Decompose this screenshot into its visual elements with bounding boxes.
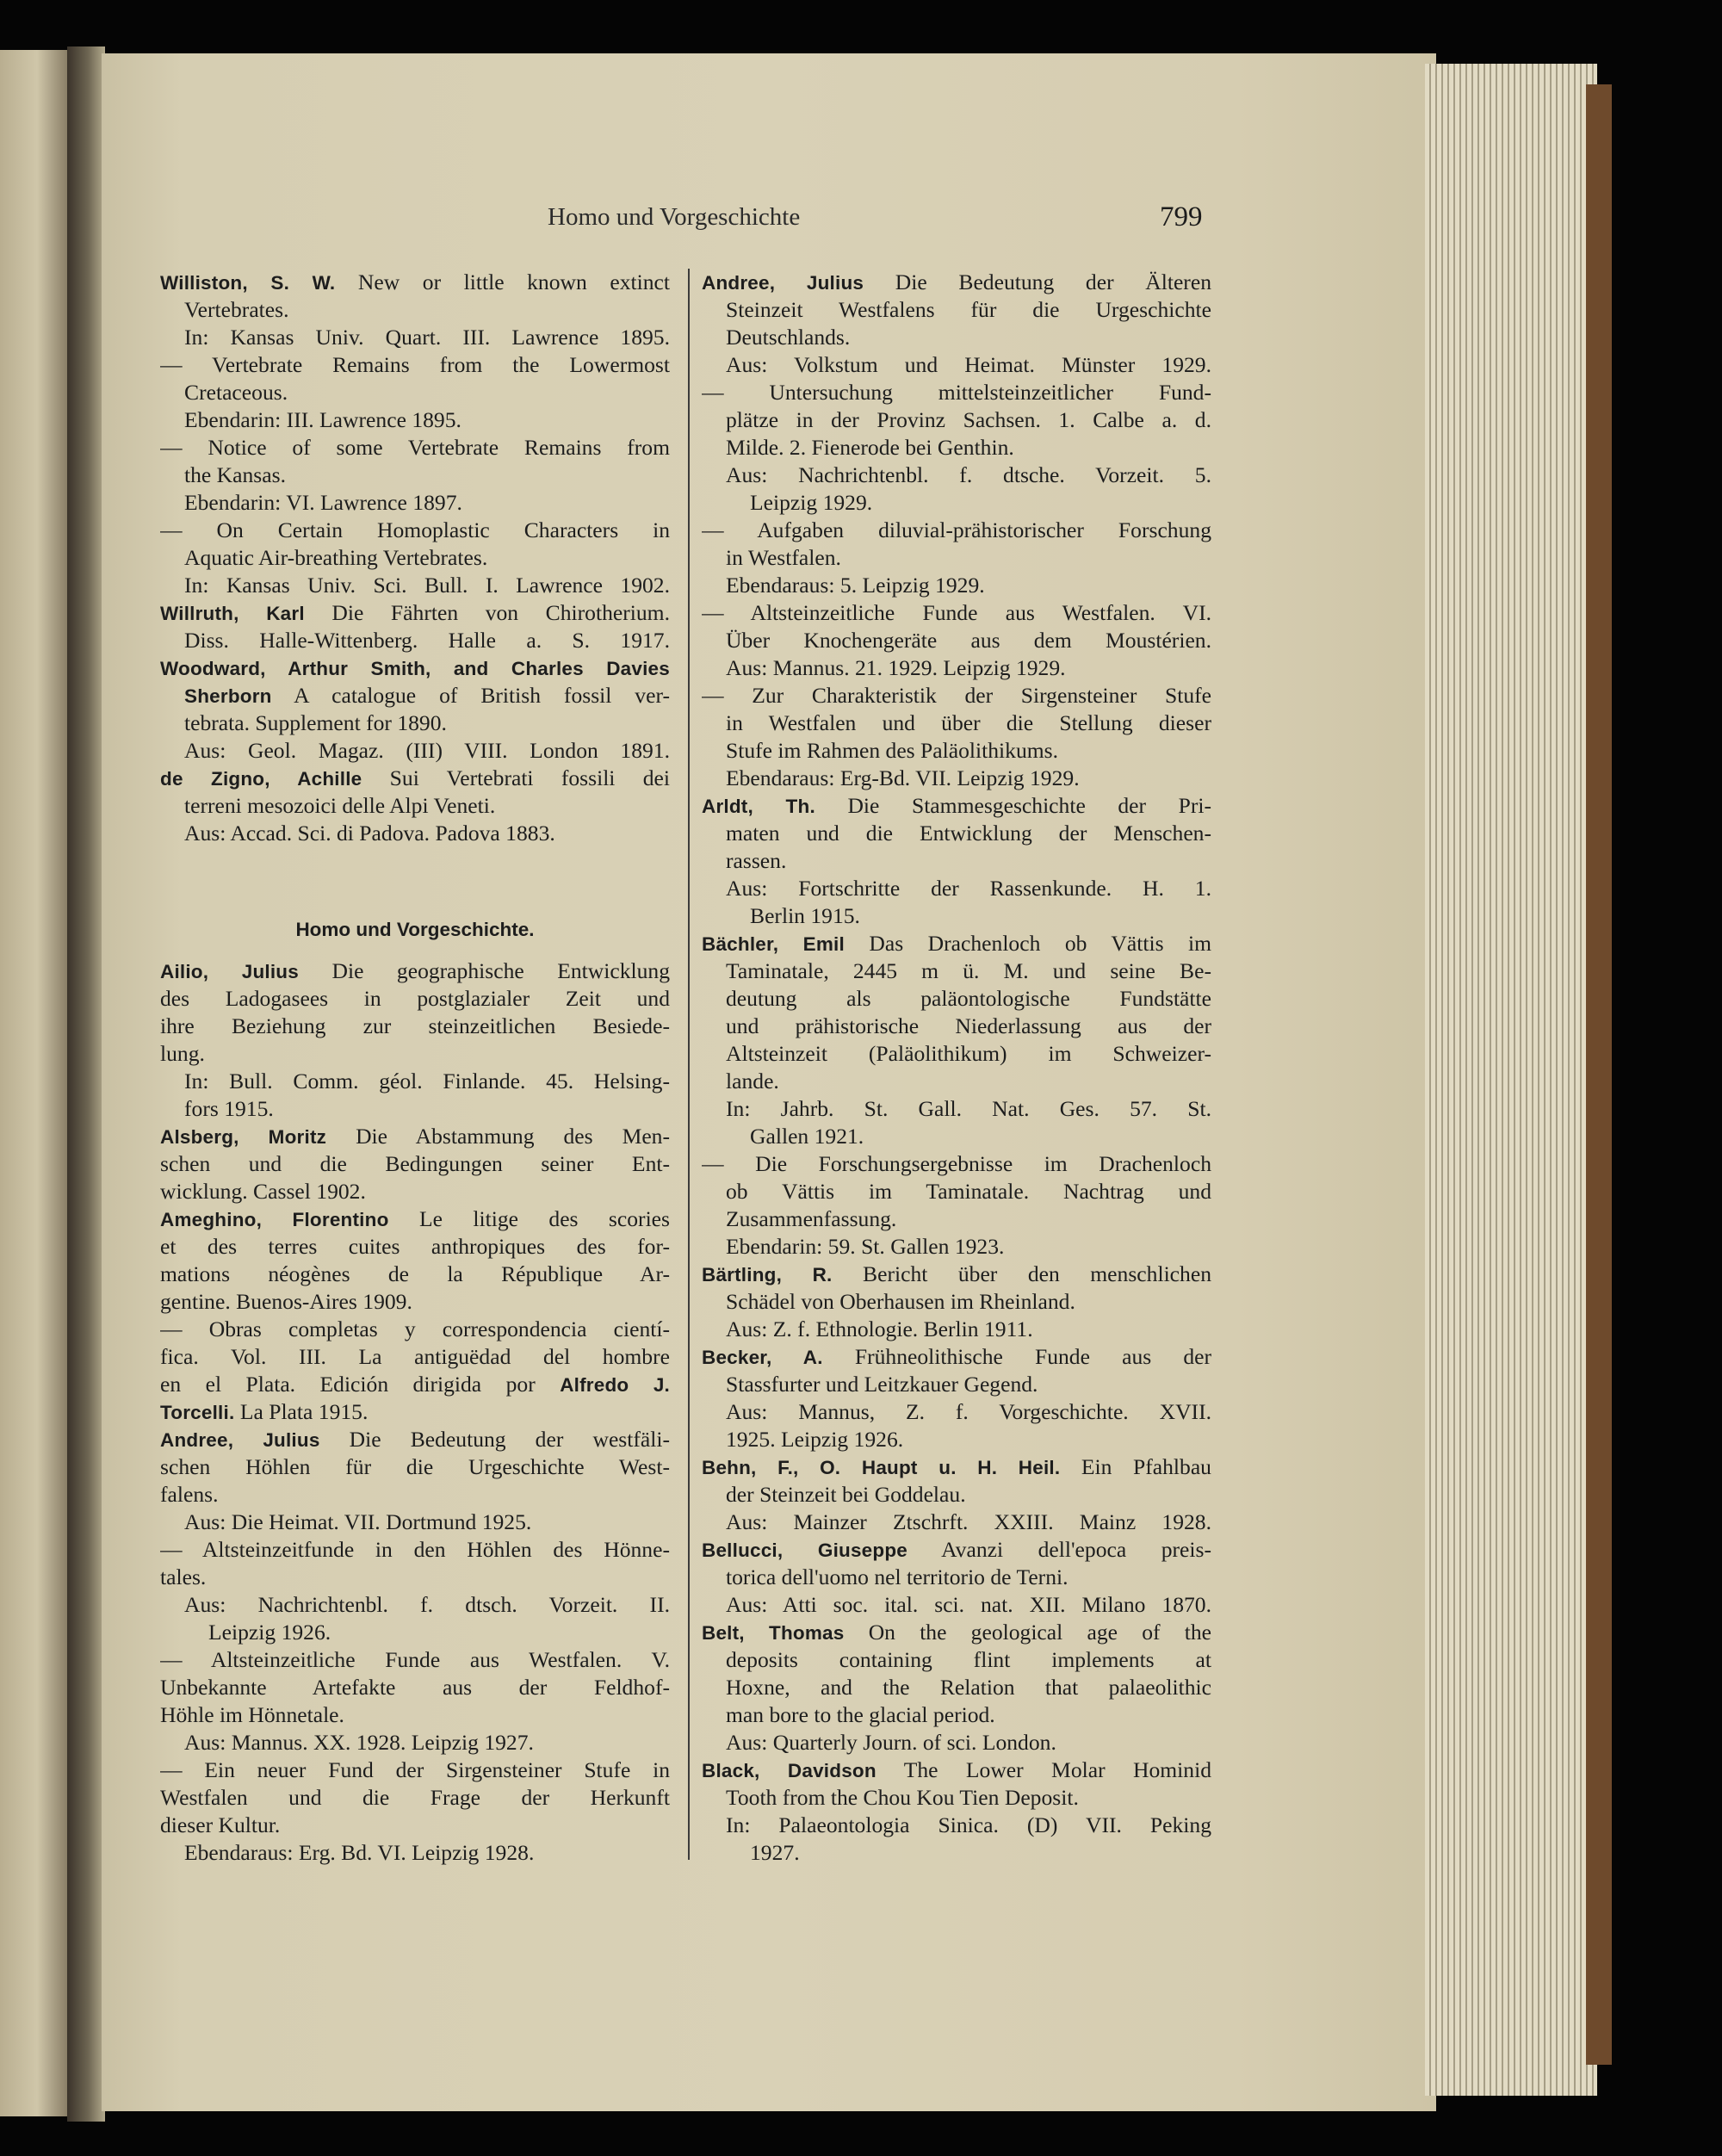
entry-line	[160, 682, 670, 709]
entry-line: maten und die Entwicklung der Menschen-	[726, 821, 1211, 846]
entry-line: falens.	[160, 1482, 219, 1507]
entry-line: fica. Vol. III. La antiguëdad del hombre	[160, 1344, 670, 1369]
entry-line: In: Bull. Comm. géol. Finlande. 45. Helsing-	[184, 1069, 670, 1093]
entry-line: Unbekannte Artefakte aus der Feldhof-	[160, 1675, 670, 1700]
entry-line: tales.	[160, 1564, 207, 1589]
entry-line: gentine. Buenos-Aires 1909.	[160, 1289, 412, 1314]
page-header	[0, 203, 1722, 238]
entry-line: Berlin 1915.	[750, 903, 860, 928]
entry-line	[160, 1371, 670, 1398]
entry-line: Aus: Nachrichtenbl. f. dtsch. Vorzeit. II.	[184, 1592, 670, 1617]
entry-line: — Vertebrate Remains from the Lowermost	[160, 352, 670, 377]
entry-line: Aus: Volkstum und Heimat. Münster 1929.	[726, 352, 1211, 377]
spacer	[160, 902, 670, 916]
entry-line	[702, 1343, 1211, 1371]
entry-line: dieser Kultur.	[160, 1812, 281, 1837]
entry-line: 1925. Leipzig 1926.	[726, 1427, 904, 1452]
entry-line: — Die Forschungsergebnisse im Drachenloch	[702, 1151, 1211, 1176]
entry-line: Stassfurter und Leitzkauer Gegend.	[726, 1372, 1038, 1397]
entry-line	[702, 1261, 1211, 1288]
entry-line: Leipzig 1929.	[750, 490, 873, 515]
entry-line: Ebendaraus: 5. Leipzig 1929.	[726, 573, 985, 598]
author-name: Alfredo J.	[560, 1374, 670, 1396]
entry-text: Le litige des scories	[418, 1206, 670, 1231]
entry-text: Die Abstammung des Men-	[356, 1124, 670, 1149]
author-name: Sherborn	[184, 685, 272, 707]
entry-line: — Altsteinzeitfunde in den Höhlen des Hönne-	[160, 1537, 670, 1562]
entry-line: Aus: Nachrichtenbl. f. dtsche. Vorzeit. 5.	[726, 462, 1211, 487]
entry-line: the Kansas.	[184, 462, 286, 487]
entry-line: — Altsteinzeitliche Funde aus Westfalen. VI.	[702, 600, 1211, 625]
entry-line: schen Höhlen für die Urgeschichte West-	[160, 1454, 670, 1479]
entry-line	[160, 1426, 670, 1453]
entry-line: tebrata. Supplement for 1890.	[184, 710, 447, 735]
entry-line: terreni mesozoici delle Alpi Veneti.	[184, 793, 496, 818]
entry-text: Die Stammesgeschichte der Pri-	[847, 793, 1211, 818]
entry-line	[160, 599, 670, 627]
entry-line: Aus: Mainzer Ztschrft. XXIII. Mainz 1928.	[726, 1509, 1211, 1534]
entry-line: — Zur Charakteristik der Sirgensteiner Stufe	[702, 683, 1211, 708]
entry-line: In: Jahrb. St. Gall. Nat. Ges. 57. St.	[726, 1096, 1211, 1121]
entry-line	[160, 765, 670, 792]
entry-line: Ebendaraus: Erg. Bd. VI. Leipzig 1928.	[184, 1840, 535, 1865]
entry-line	[702, 792, 1211, 820]
author-name: Torcelli.	[160, 1402, 235, 1423]
entry-line: Aus: Geol. Magaz. (III) VIII. London 1891.	[184, 738, 670, 763]
entry-line: in Westfalen.	[726, 545, 841, 570]
author-name: Willruth, Karl	[160, 603, 305, 624]
entry-line: Ebendarin: 59. St. Gallen 1923.	[726, 1234, 1005, 1259]
entry-line: deutung als paläontologische Fundstätte	[726, 986, 1211, 1011]
entry-line: ihre Beziehung zur steinzeitlichen Besiede-	[160, 1013, 670, 1038]
entry-line: — Obras completas y correspondencia cientí-	[160, 1317, 670, 1341]
entry-line: Aus: Fortschritte der Rassenkunde. H. 1.	[726, 876, 1211, 901]
entry-line: — Aufgaben diluvial-prähistorischer Forschung	[702, 517, 1211, 542]
entry-line: in Westfalen und über die Stellung dieser	[726, 710, 1211, 735]
entry-text: On the geological age of the	[868, 1620, 1211, 1645]
entry-line: Cretaceous.	[184, 380, 288, 405]
entry-line: Aus: Mannus, Z. f. Vorgeschichte. XVII.	[726, 1399, 1211, 1424]
entry-line: Milde. 2. Fienerode bei Genthin.	[726, 435, 1014, 460]
spacer	[160, 875, 670, 902]
author-name: Black, Davidson	[702, 1760, 876, 1781]
author-name: Woodward, Arthur Smith, and Charles Davies	[160, 658, 670, 679]
page-number: 799	[1160, 201, 1203, 232]
column-divider	[688, 269, 690, 1860]
spacer	[160, 944, 670, 957]
entry-text: Sui Vertebrati fossili dei	[389, 765, 670, 790]
author-name: Alsberg, Moritz	[160, 1126, 327, 1148]
author-name: Andree, Julius	[160, 1429, 320, 1451]
entry-line	[160, 654, 670, 682]
entry-line: Aus: Mannus. 21. 1929. Leipzig 1929.	[726, 655, 1066, 680]
entry-text: Das Drachenloch ob Vättis im	[869, 931, 1211, 956]
entry-line: mations néogènes de la République Ar-	[160, 1261, 670, 1286]
author-name: Behn, F., O. Haupt u. H. Heil.	[702, 1457, 1061, 1478]
entry-line: Deutschlands.	[726, 325, 851, 350]
entry-line: lung.	[160, 1041, 205, 1066]
book-cover-edge	[1586, 84, 1612, 2065]
entry-text: The Lower Molar Hominid	[903, 1757, 1211, 1782]
entry-line: Stufe im Rahmen des Paläolithikums.	[726, 738, 1059, 763]
entry-line: des Ladogasees in postglazialer Zeit und	[160, 986, 670, 1011]
author-name: Ailio, Julius	[160, 961, 299, 982]
author-name: Ameghino, Florentino	[160, 1209, 389, 1230]
entry-line: In: Kansas Univ. Sci. Bull. I. Lawrence 1902.	[184, 573, 670, 598]
author-name: Becker, A.	[702, 1347, 823, 1368]
entry-text: New or little known extinct	[357, 270, 670, 294]
entry-line: ob Vättis im Taminatale. Nachtrag und	[726, 1179, 1211, 1204]
entry-text: Die Bedeutung der Älteren	[895, 270, 1211, 294]
entry-line: Zusammenfassung.	[726, 1206, 897, 1231]
entry-line	[160, 1205, 670, 1233]
entry-text: A catalogue of British fossil ver-	[294, 683, 670, 708]
entry-line: rassen.	[726, 848, 787, 873]
entry-line: Aquatic Air-breathing Vertebrates.	[184, 545, 488, 570]
entry-line: Diss. Halle-Wittenberg. Halle a. S. 1917.	[184, 628, 670, 653]
author-name: de Zigno, Achille	[160, 768, 362, 790]
author-name: Bellucci, Giuseppe	[702, 1540, 907, 1561]
entry-line	[702, 1536, 1211, 1564]
entry-text: Die Bedeutung der westfäli-	[349, 1427, 670, 1452]
entry-text: Die Fährten von Chirotherium.	[331, 600, 670, 625]
entry-line: Leipzig 1926.	[208, 1620, 331, 1645]
entry-line: man bore to the glacial period.	[726, 1702, 995, 1727]
entry-line: Altsteinzeit (Paläolithikum) im Schweizer-	[726, 1041, 1211, 1066]
entry-line: deposits containing flint implements at	[726, 1647, 1211, 1672]
entry-text: Frühneolithische Funde aus der	[854, 1344, 1211, 1369]
entry-line: — Untersuchung mittelsteinzeitlicher Fund-	[702, 380, 1211, 405]
entry-text: Avanzi dell'epoca preis-	[941, 1537, 1211, 1562]
right-column	[702, 269, 1211, 1867]
section-heading: Homo und Vorgeschichte.	[295, 919, 535, 940]
entry-line: und prähistorische Niederlassung aus der	[726, 1013, 1211, 1038]
entry-line	[702, 1453, 1211, 1481]
entry-line: fors 1915.	[184, 1096, 274, 1121]
entry-line: 1927.	[750, 1840, 800, 1865]
page-edges	[1425, 64, 1597, 2096]
entry-line: — Ein neuer Fund der Sirgensteiner Stufe in	[160, 1757, 670, 1782]
entry-line: — Notice of some Vertebrate Remains from	[160, 435, 670, 460]
author-name: Andree, Julius	[702, 272, 864, 294]
entry-line: Aus: Mannus. XX. 1928. Leipzig 1927.	[184, 1730, 534, 1755]
entry-line: plätze in der Provinz Sachsen. 1. Calbe a. d.	[726, 407, 1211, 432]
entry-line: schen und die Bedingungen seiner Ent-	[160, 1151, 670, 1176]
entry-text: Die geographische Entwicklung	[331, 958, 670, 983]
entry-line	[702, 269, 1211, 296]
running-title: Homo und Vorgeschichte	[548, 203, 801, 231]
entry-line: Hoxne, and the Relation that palaeolithic	[726, 1675, 1211, 1700]
entry-text: Ein Pfahlbau	[1081, 1454, 1211, 1479]
entry-line: Aus: Atti soc. ital. sci. nat. XII. Milano 1870.	[726, 1592, 1211, 1617]
entry-text: La Plata 1915.	[239, 1399, 369, 1424]
entry-line: Ebendarin: III. Lawrence 1895.	[184, 407, 461, 432]
entry-line: Aus: Die Heimat. VII. Dortmund 1925.	[184, 1509, 532, 1534]
entry-line: In: Palaeontologia Sinica. (D) VII. Peking	[726, 1812, 1211, 1837]
entry-line: der Steinzeit bei Goddelau.	[726, 1482, 966, 1507]
entry-line	[160, 1398, 670, 1426]
entry-line: lande.	[726, 1069, 779, 1093]
entry-line	[702, 1619, 1211, 1646]
entry-line: Gallen 1921.	[750, 1124, 864, 1149]
entry-line: Schädel von Oberhausen im Rheinland.	[726, 1289, 1075, 1314]
author-name: Williston, S. W.	[160, 272, 336, 294]
entry-text: Bericht über den menschlichen	[863, 1261, 1211, 1286]
entry-line: Westfalen und die Frage der Herkunft	[160, 1785, 670, 1810]
entry-line: Ebendaraus: Erg-Bd. VII. Leipzig 1929.	[726, 765, 1080, 790]
entry-line: Aus: Z. f. Ethnologie. Berlin 1911.	[726, 1317, 1033, 1341]
entry-line: Vertebrates.	[184, 297, 289, 322]
entry-line: Ebendarin: VI. Lawrence 1897.	[184, 490, 462, 515]
entry-line: Tooth from the Chou Kou Tien Deposit.	[726, 1785, 1079, 1810]
entry-line: Taminatale, 2445 m ü. M. und seine Be-	[726, 958, 1211, 983]
entry-line: torica dell'uomo nel territorio de Terni.	[726, 1564, 1069, 1589]
entry-line: et des terres cuites anthropiques des for-	[160, 1234, 670, 1259]
entry-line: Über Knochengeräte aus dem Moustérien.	[726, 628, 1211, 653]
author-name: Arldt, Th.	[702, 796, 815, 817]
entry-line	[702, 930, 1211, 957]
entry-line: Steinzeit Westfalens für die Urgeschichte	[726, 297, 1211, 322]
entry-line	[160, 957, 670, 985]
author-name: Bärtling, R.	[702, 1264, 833, 1286]
entry-line	[160, 269, 670, 296]
entry-line: Aus: Accad. Sci. di Padova. Padova 1883.	[184, 821, 555, 846]
left-column	[160, 269, 670, 1867]
entry-text: en el Plata. Edición dirigida por	[160, 1372, 536, 1397]
entry-line	[160, 1123, 670, 1150]
entry-line: — Altsteinzeitliche Funde aus Westfalen. V.	[160, 1647, 670, 1672]
author-name: Belt, Thomas	[702, 1622, 845, 1644]
entry-line: — On Certain Homoplastic Characters in	[160, 517, 670, 542]
book-gutter	[67, 46, 105, 2122]
entry-line: Aus: Quarterly Journ. of sci. London.	[726, 1730, 1056, 1755]
spacer	[160, 847, 670, 875]
author-name: Bächler, Emil	[702, 933, 845, 955]
entry-line: In: Kansas Univ. Quart. III. Lawrence 1895.	[184, 325, 670, 350]
facing-page-edge	[0, 50, 67, 2116]
entry-line: Höhle im Hönnetale.	[160, 1702, 344, 1727]
entry-line	[702, 1756, 1211, 1784]
entry-line: wicklung. Cassel 1902.	[160, 1179, 366, 1204]
